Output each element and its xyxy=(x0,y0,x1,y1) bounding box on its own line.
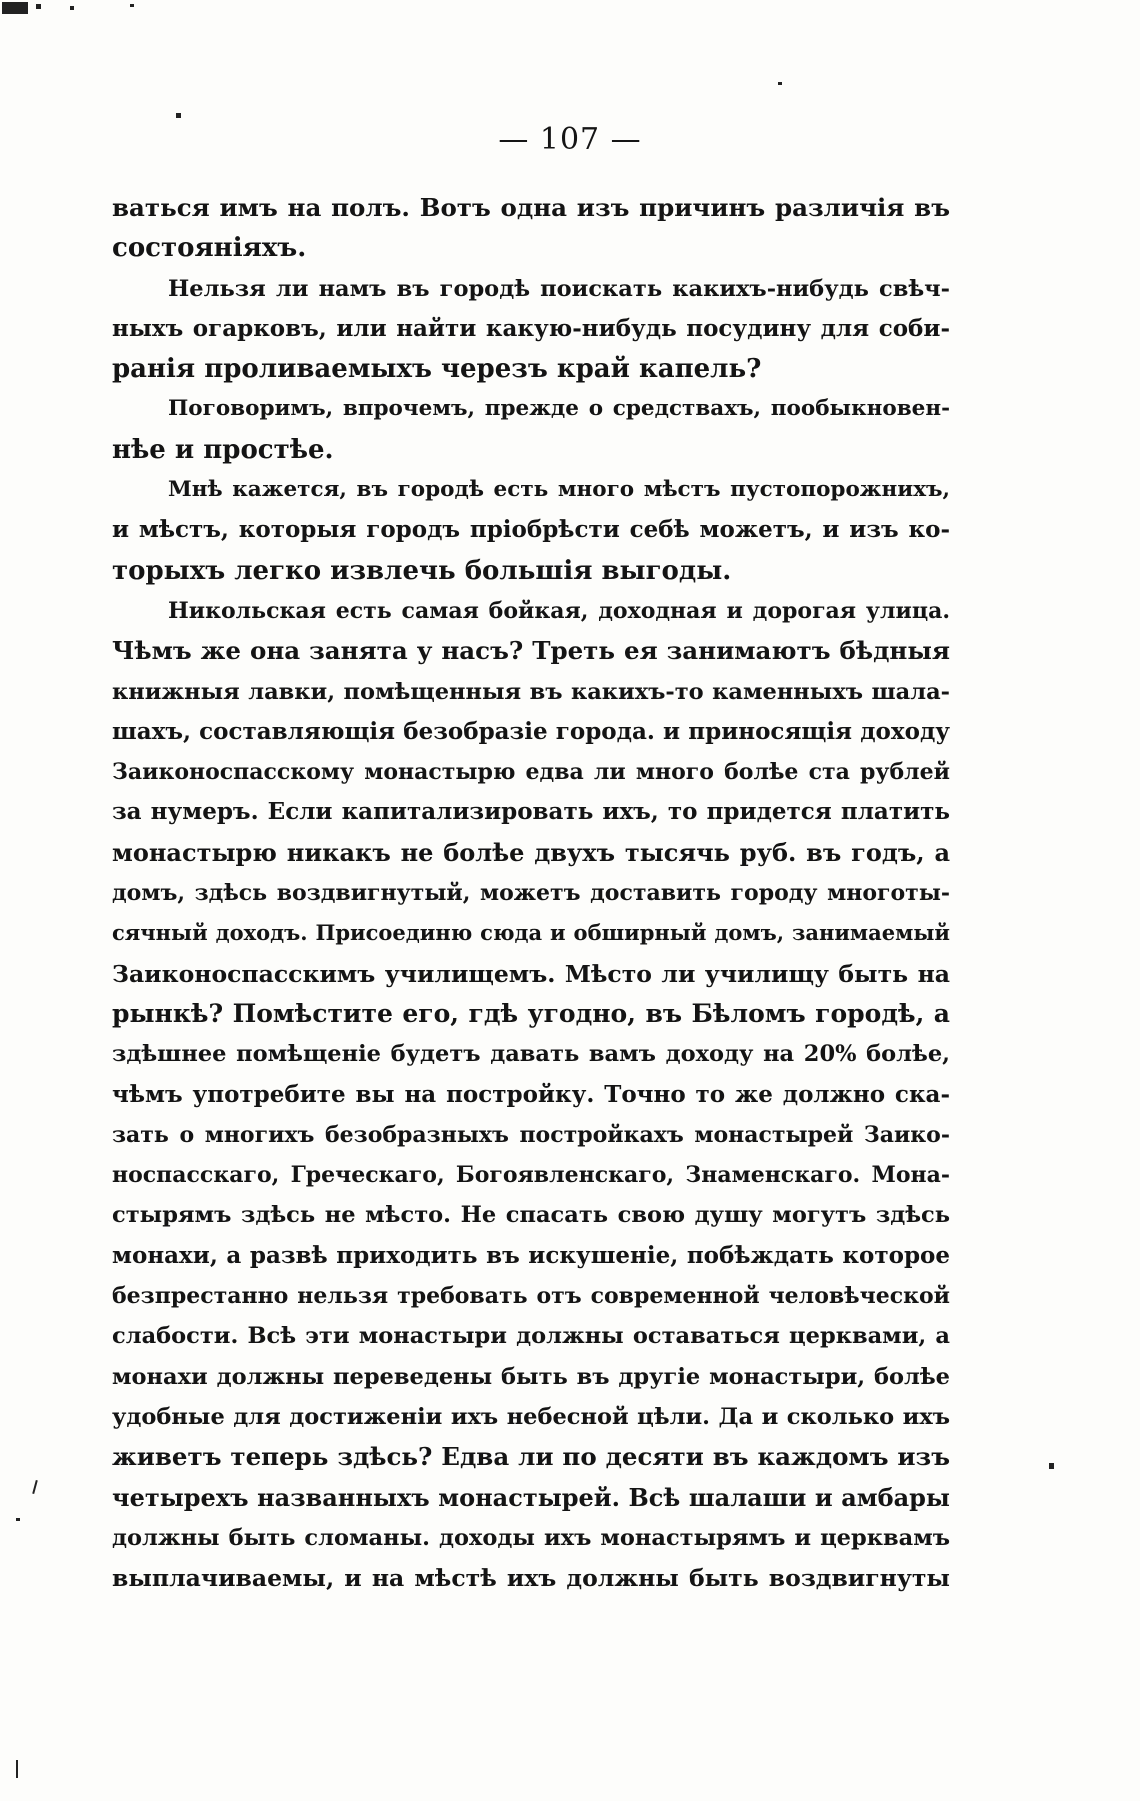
text-line: нѣе и простѣе. xyxy=(112,434,334,465)
scan-artifact xyxy=(176,113,181,118)
text-line: должны быть сломаны. доходы ихъ монастырямъ и церквамъ xyxy=(112,1524,950,1551)
scan-artifact xyxy=(36,4,41,9)
text-line: здѣшнее помѣщеніе будетъ давать вамъ доходу на 20% болѣе, xyxy=(112,1041,950,1068)
text-line: безпрестанно нельзя требовать отъ современной человѣческой xyxy=(112,1283,950,1310)
text-line: Мнѣ кажется, въ городѣ есть много мѣстъ пустопорожнихъ, xyxy=(168,477,950,503)
text-line: домъ, здѣсь воздвигнутый, можетъ доставить городу многоты- xyxy=(112,880,950,907)
scan-artifact xyxy=(778,82,782,85)
text-line: зать о многихъ безобразныхъ постройкахъ монастырей Заико- xyxy=(112,1121,950,1148)
text-line: стырямъ здѣсь не мѣсто. Не спасать свою душу могутъ здѣсь xyxy=(112,1202,950,1229)
text-line: за нумеръ. Если капитализировать ихъ, то придется платить xyxy=(112,798,950,826)
text-line: книжныя лавки, помѣщенныя въ какихъ-то каменныхъ шала- xyxy=(112,678,950,705)
scan-artifact xyxy=(16,1518,20,1521)
scan-artifact xyxy=(130,4,134,7)
text-line: Нельзя ли намъ въ городѣ поискать какихъ-нибудь свѣч- xyxy=(168,275,950,302)
text-line: ваться имъ на полъ. Вотъ одна изъ причинъ различія въ xyxy=(112,193,950,222)
text-line: Заиконоспасскому монастырю едва ли много болѣе ста рублей xyxy=(112,759,950,786)
scan-artifact xyxy=(2,2,28,14)
text-line: выплачиваемы, и на мѣстѣ ихъ должны быть воздвигнуты xyxy=(112,1564,950,1593)
text-line: монастырю никакъ не болѣе двухъ тысячь руб. въ годъ, а xyxy=(112,837,950,867)
text-line: ранія проливаемыхъ черезъ край капель? xyxy=(112,354,762,385)
text-line: четырехъ названныхъ монастырей. Всѣ шалаши и амбары xyxy=(112,1482,950,1512)
scan-artifact xyxy=(16,1760,18,1778)
text-line: шахъ, составляющія безобразіе города. и приносящія доходу xyxy=(112,717,950,745)
text-line: Поговоримъ, впрочемъ, прежде о средствахъ, пообыкновен- xyxy=(168,396,950,422)
text-line: монахи, а развѣ приходить въ искушеніе, побѣждать которое xyxy=(112,1241,950,1269)
text-line: удобные для достиженіи ихъ небесной цѣли. Да и сколько ихъ xyxy=(112,1403,950,1430)
text-line: живетъ теперь здѣсь? Едва ли по десяти въ каждомъ изъ xyxy=(112,1442,950,1472)
text-line: монахи должны переведены быть въ другіе монастыри, болѣе xyxy=(112,1363,950,1390)
text-line: носпасскаго, Греческаго, Богоявленскаго, Знаменскаго. Мона- xyxy=(112,1162,950,1189)
scan-artifact xyxy=(70,6,74,10)
text-line: Заиконоспасскимъ училищемъ. Мѣсто ли училищу быть на xyxy=(112,959,950,988)
text-line: сячный доходъ. Присоединю сюда и обширный домъ, занимаемый xyxy=(112,920,950,946)
text-line: Чѣмъ же она занята у насъ? Треть ея занимаютъ бѣдныя xyxy=(112,636,950,666)
page-number: — 107 — xyxy=(498,122,642,157)
text-line: чѣмъ употребите вы на постройку. Точно то же должно ска- xyxy=(112,1080,950,1108)
scan-artifact xyxy=(1049,1463,1054,1469)
text-line: и мѣстъ, которыя городъ пріобрѣсти себѣ можетъ, и изъ ко- xyxy=(112,516,950,544)
text-line: Никольская есть самая бойкая, доходная и дорогая улица. xyxy=(168,597,950,624)
scan-artifact xyxy=(32,1480,38,1494)
text-line: слабости. Всѣ эти монастыри должны оставаться церквами, а xyxy=(112,1323,950,1350)
text-line: рынкѣ? Помѣстите его, гдѣ угодно, въ Бѣломъ городѣ, а xyxy=(112,998,950,1028)
body-text xyxy=(112,188,950,1598)
text-line: ныхъ огарковъ, или найти какую-нибудь посудину для соби- xyxy=(112,314,950,342)
text-line: торыхъ легко извлечь большія выгоды. xyxy=(112,555,732,586)
text-line: состояніяхъ. xyxy=(112,233,307,264)
